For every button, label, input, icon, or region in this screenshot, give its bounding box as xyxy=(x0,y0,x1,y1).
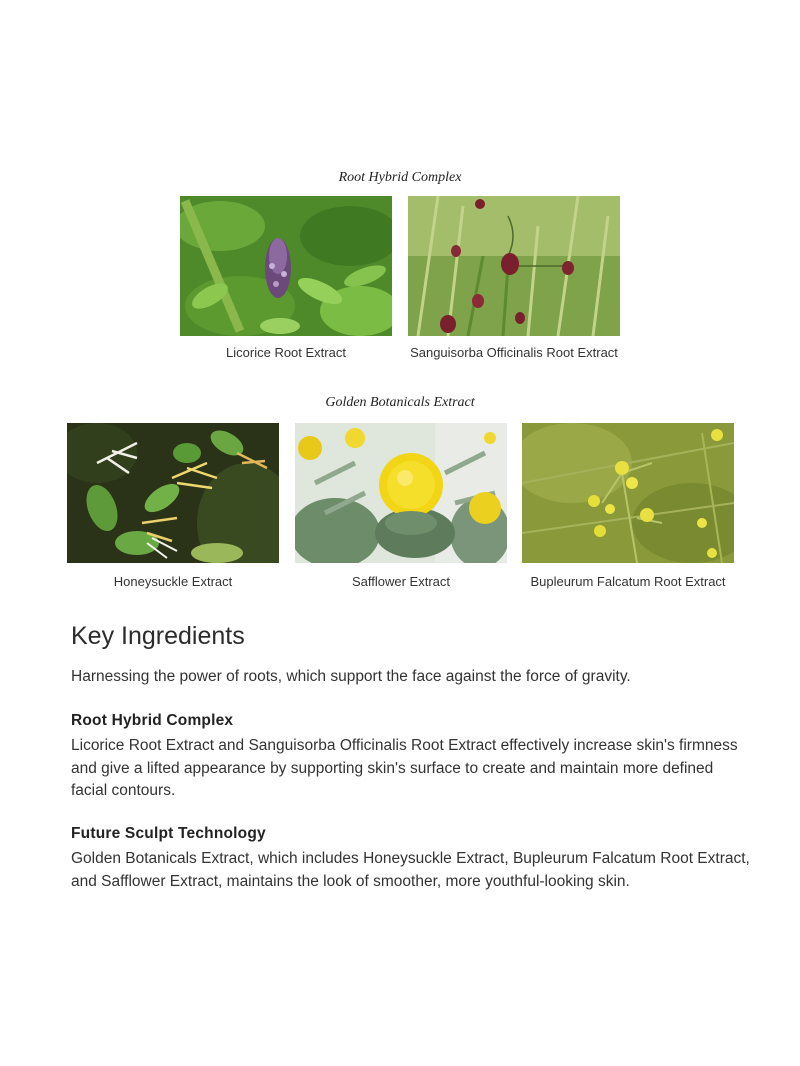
future-sculpt-text: Golden Botanicals Extract, which includes Honeysuckle Extract, Bupleurum Falcatum Root Extract, and Safflower Extract, maintains the look of smoother, more youthful-looking skin. xyxy=(71,850,750,890)
key-ingredients-intro: Harnessing the power of roots, which support the face against the force of gravity. xyxy=(71,668,631,685)
safflower-image xyxy=(295,423,507,563)
future-sculpt-title: Future Sculpt Technology xyxy=(71,825,266,842)
golden-botanicals-heading: Golden Botanicals Extract xyxy=(325,395,475,410)
honeysuckle-caption: Honeysuckle Extract xyxy=(113,574,233,589)
licorice-root-image xyxy=(180,196,392,336)
licorice-root-caption: Licorice Root Extract xyxy=(226,345,346,360)
key-ingredients-title: Key Ingredients xyxy=(71,622,245,650)
root-hybrid-complex-text: Licorice Root Extract and Sanguisorba Officinalis Root Extract effectively increase skin's firmness and give a lifted appearance by supporting skin's surface to create and maintain more defined facial contours. xyxy=(71,737,738,799)
safflower-caption: Safflower Extract xyxy=(351,574,451,589)
bupleurum-image xyxy=(522,423,734,563)
honeysuckle-image xyxy=(67,423,279,563)
sanguisorba-image xyxy=(408,196,620,336)
bupleurum-caption: Bupleurum Falcatum Root Extract xyxy=(530,574,726,589)
root-hybrid-complex-title: Root Hybrid Complex xyxy=(71,712,234,729)
root-hybrid-heading: Root Hybrid Complex xyxy=(338,170,462,185)
sanguisorba-caption: Sanguisorba Officinalis Root Extract xyxy=(410,345,618,360)
